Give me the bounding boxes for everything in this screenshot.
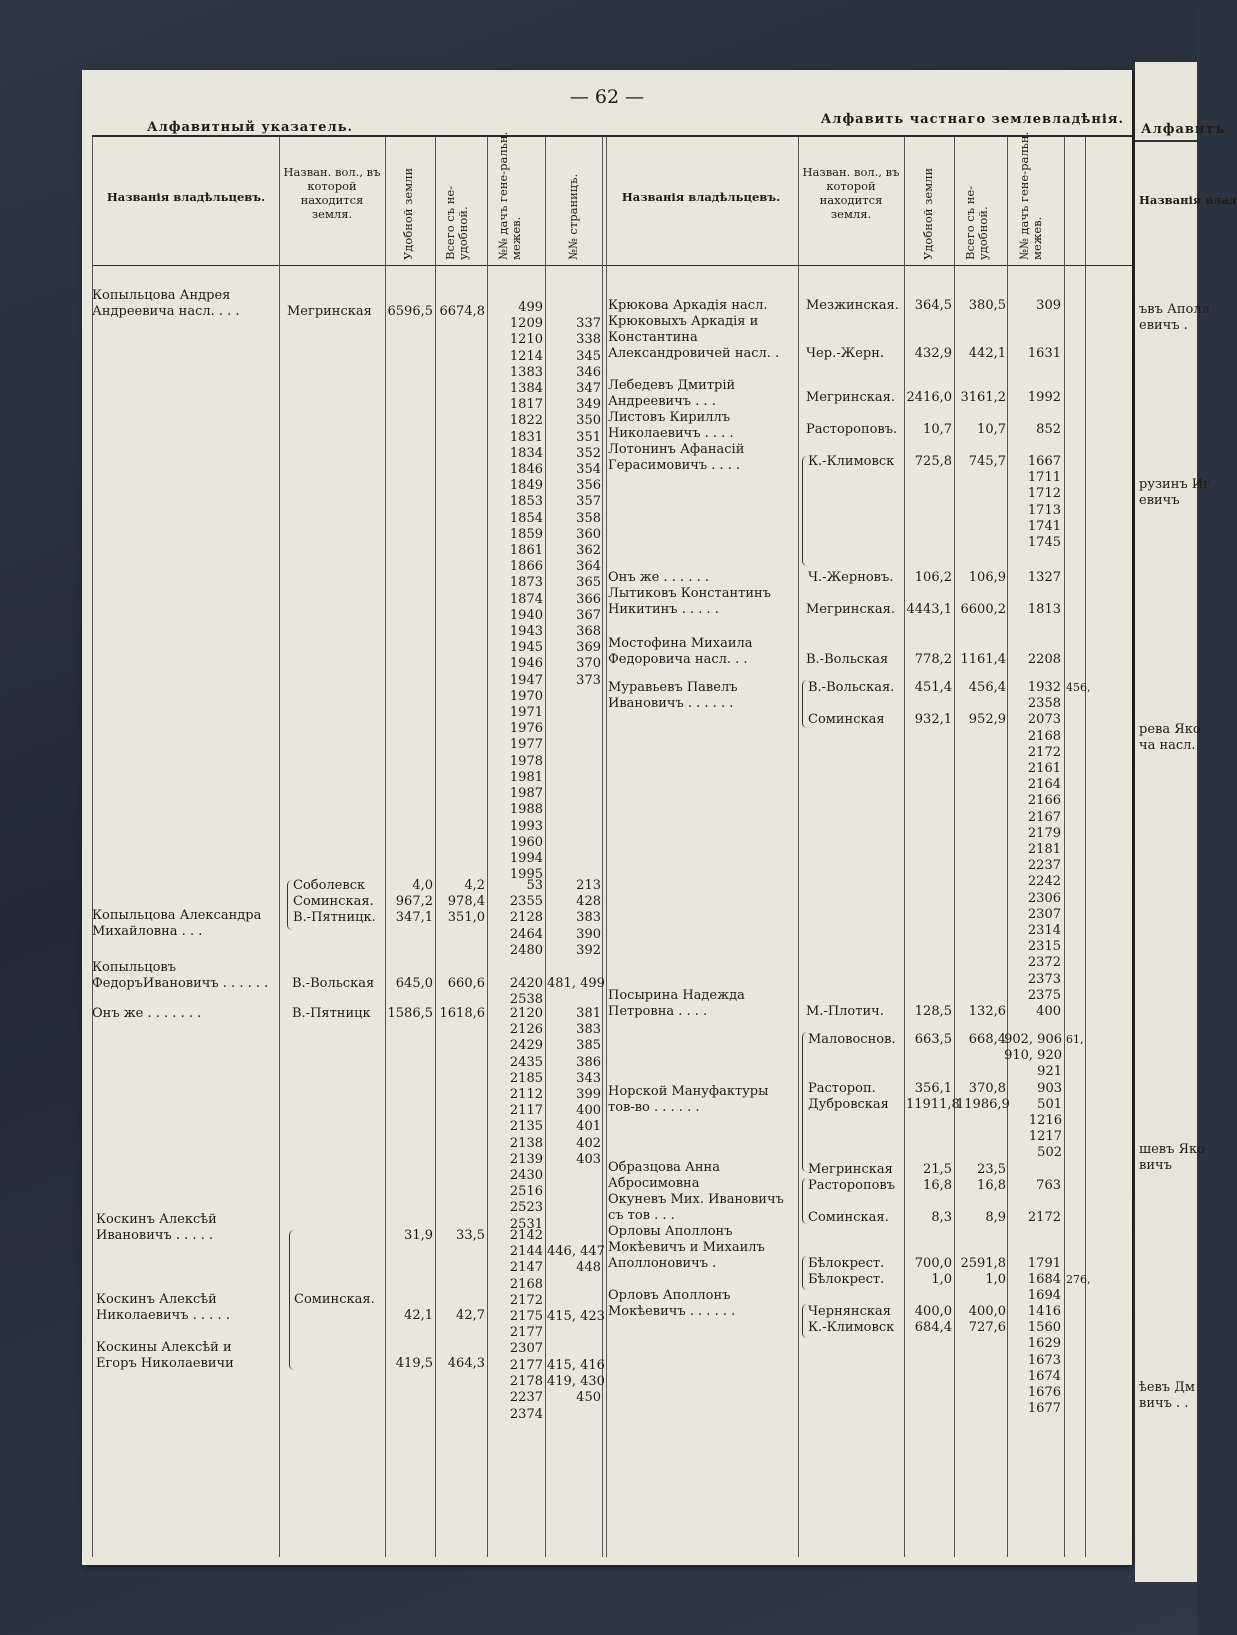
arable-value-right: 364,5 <box>914 298 952 313</box>
volost-value: В.-Пятницк <box>292 1006 371 1021</box>
total-value: 1618,6 <box>439 1006 485 1021</box>
total-value-right: 6600,2 <box>960 602 1006 617</box>
dachi-list-right: 1932 2358 2073 2168 2172 2161 2164 2166 2167 2179 2181 2237 2242 2306 2307 2314 2315 2372 2373 2375 <box>1027 680 1061 1003</box>
arable-value-right: 700,0 1,0 <box>914 1256 952 1288</box>
column-divider <box>1064 137 1065 1557</box>
total-value: 33,5 <box>456 1228 485 1243</box>
owner-entry: Копыльцовъ ФедоръИвановичъ . . . . . . <box>92 960 269 992</box>
brace <box>802 1304 807 1338</box>
arable-value-right: 2416,0 <box>906 390 952 405</box>
total-value-right: 10,7 <box>977 422 1006 437</box>
owner-entry-right: Онъ же . . . . . . <box>608 570 709 585</box>
owner-entry: Коскинъ Алексѣй Ивановичъ . . . . . <box>96 1212 217 1244</box>
col-header-total-right: Всего съ не-удобной. <box>963 185 990 260</box>
next-page-entry: шевъ Яко вичъ <box>1139 1142 1205 1173</box>
owner-entry-right: Орловы Аполлонъ Мокѣевичъ и Михаилъ Аполлоновичъ . <box>608 1224 765 1272</box>
arable-value-right: 663,5 356,1 11911,8 21,5 <box>906 1032 960 1177</box>
total-value-right: 16,8 <box>977 1178 1006 1193</box>
total-value: 4,2 978,4 351,0 <box>447 878 485 926</box>
volost-value-right: Бѣлокрест. Бѣлокрест. <box>808 1256 885 1288</box>
total-value-right: 106,9 <box>968 570 1006 585</box>
arable-value-right: 10,7 <box>923 422 952 437</box>
owner-entry: Копыльцова Александра Михайловна . . . <box>92 908 262 940</box>
owner-entry: Коскины Алексѣй и Егоръ Николаевичи <box>96 1340 234 1372</box>
dachi-list-right: 852 <box>1036 422 1061 437</box>
next-page-rule <box>1135 140 1197 142</box>
running-header-right: Алфавить частнаго землевладѣнія. <box>820 112 1124 127</box>
column-divider <box>435 137 436 1557</box>
col-header-arable-right: Удобной земли <box>921 167 935 260</box>
next-page-entry: ѣевъ Дм вичъ . . <box>1139 1380 1195 1411</box>
arable-value-right: 725,8 <box>914 454 952 469</box>
volost-value-right: Растороповъ. <box>806 422 898 437</box>
dachi-list: 53 2355 2128 2464 2480 <box>509 878 543 958</box>
total-value-right: 380,5 <box>968 298 1006 313</box>
volost-value-right: Мегринская. <box>806 390 895 405</box>
volost-value-right: Чернянская К.-Климовск <box>808 1304 895 1336</box>
pages-value-right: 276, <box>1066 1273 1091 1286</box>
total-value: 660,6 <box>447 976 485 991</box>
total-value: 42,7 <box>456 1308 485 1323</box>
dachi-list-right: 2172 <box>1027 1210 1061 1225</box>
column-divider <box>92 137 93 1557</box>
arable-value-right: 8,3 <box>931 1210 952 1225</box>
pages-list: 213 428 383 390 392 <box>576 878 601 958</box>
volost-value-right: М.-Плотич. <box>806 1004 884 1019</box>
owner-entry-right: Лотонинъ Афанасій Герасимовичъ . . . . <box>608 442 745 474</box>
volost-value-right: Чер.-Жерн. <box>806 346 885 361</box>
arable-value-right: 778,2 <box>914 652 952 667</box>
volost-value: Соминская. <box>294 1292 375 1307</box>
owner-entry-right: Образцова Анна Абросимовна <box>608 1160 720 1192</box>
next-page-entry: рева Яко ча насл. <box>1139 722 1201 753</box>
pages-list: 381 383 385 386 343 399 400 401 402 403 <box>576 1006 601 1167</box>
owner-entry-right: Орловъ Аполлонъ Мокѣевичъ . . . . . . <box>608 1288 736 1320</box>
owner-entry-right: Окуневъ Мих. Ивановичъ съ тов . . . <box>608 1192 784 1224</box>
arable-value-right: 400,0 684,4 <box>914 1304 952 1336</box>
pages-value-right: 61, <box>1066 1033 1084 1046</box>
arable-value-right: 4443,1 <box>906 602 952 617</box>
owner-entry-right: Мостофина Михаила Федоровича насл. . . <box>608 636 753 668</box>
owner-entry-right: Листовъ Кириллъ Николаевичъ . . . . <box>608 410 734 442</box>
total-value-right: 442,1 <box>968 346 1006 361</box>
owner-entry-right: Норской Мануфактуры тов-во . . . . . . <box>608 1084 769 1116</box>
owner-entry-right: Крюковыхъ Аркадія и Константина Александровичей насл. . <box>608 314 780 362</box>
column-divider <box>904 137 905 1557</box>
arable-value: 4,0 967,2 347,1 <box>395 878 433 926</box>
arable-value: 31,9 <box>404 1228 433 1243</box>
arable-value-right: 451,4 932,1 <box>914 680 952 728</box>
page-number: — 62 — <box>569 86 645 108</box>
dachi-list: 2120 2126 2429 2435 2185 2112 2117 2135 2138 2139 2430 2516 2523 2531 <box>509 1006 543 1232</box>
arable-value: 1586,5 <box>387 1006 433 1021</box>
dachi-list-right: 1667 1711 1712 1713 1741 1745 <box>1027 454 1061 551</box>
running-header-left: Алфавитный указатель. <box>147 120 354 135</box>
total-value-right: 132,6 <box>968 1004 1006 1019</box>
next-page-owner-col: Названія влад <box>1139 193 1237 207</box>
next-page-entry: рузинъ Иг евичъ <box>1139 477 1210 508</box>
total-value-right: 1161,4 <box>960 652 1006 667</box>
col-header-arable: Удобной земли <box>401 167 415 260</box>
arable-value-right: 432,9 <box>914 346 952 361</box>
volost-value-right: Мезжинская. <box>806 298 899 313</box>
column-divider <box>1007 137 1008 1557</box>
volost-value-right: В.-Вольская. Соминская <box>808 680 895 728</box>
dachi-list: 2142 2144 2147 2168 2172 2175 2177 2307 <box>509 1228 543 1357</box>
dachi-list-right: 400 <box>1036 1004 1061 1019</box>
volost-value-right: Ч.-Жерновъ. <box>808 570 894 585</box>
brace <box>802 1256 807 1290</box>
brace <box>802 1178 807 1224</box>
brace <box>802 456 807 566</box>
arable-value: 419,5 <box>395 1356 433 1371</box>
arable-value: 645,0 <box>395 976 433 991</box>
column-divider <box>385 137 386 1557</box>
volost-value-right: Соминская. <box>808 1210 889 1225</box>
volost-value: Соболевск Соминская. В.-Пятницк. <box>293 878 376 926</box>
dachi-list-right: 1631 <box>1027 346 1061 361</box>
column-divider <box>545 137 546 1557</box>
volost-value: В.-Вольская <box>292 976 375 991</box>
dachi-list-right: 2208 <box>1027 652 1061 667</box>
col-header-owner: Названія владѣльцевъ. <box>106 190 266 204</box>
brace <box>802 1032 807 1172</box>
column-divider <box>954 137 955 1557</box>
dachi-list-right: 902, 906 910, 920 921 903 501 1216 1217 502 <box>1004 1032 1062 1161</box>
column-divider <box>279 137 280 1557</box>
total-value-right: 456,4 952,9 <box>968 680 1006 728</box>
pages-list: 337 338 345 346 347 349 350 351 352 354 356 357 358 360 362 364 365 366 367 368 369 370 373 <box>576 316 601 688</box>
owner-entry-right: Крюкова Аркадія насл. <box>608 298 768 313</box>
col-header-volost-right: Назван. вол., въ которой находится земля. <box>802 165 900 221</box>
volost-value-right: Растороповъ <box>808 1178 896 1193</box>
arable-value: 6596,5 <box>387 304 433 319</box>
next-page-header: Алфавитъ <box>1141 122 1226 137</box>
arable-value-right: 106,2 <box>914 570 952 585</box>
column-divider <box>798 137 799 1557</box>
owner-entry-right: Лебедевъ Дмитрій Андреевичъ . . . <box>608 378 736 410</box>
pages-list: 446, 447 448 415, 423 <box>547 1244 605 1325</box>
dachi-list-right: 1327 <box>1027 570 1061 585</box>
col-header-volost: Назван. вол., въ которой находится земля. <box>283 165 381 221</box>
dachi-list-right: 763 <box>1036 1178 1061 1193</box>
next-page-edge <box>1135 62 1237 1582</box>
total-value-right: 8,9 <box>985 1210 1006 1225</box>
owner-entry-right: Лытиковъ Константинъ Никитинъ . . . . . <box>608 586 771 618</box>
column-divider <box>487 137 488 1557</box>
total-value: 6674,8 <box>439 304 485 319</box>
volost-value-right: В.-Вольская <box>806 652 889 667</box>
col-header-dachi: №№ дачъ гене-ральн. межев. <box>496 131 523 260</box>
total-value-right: 2591,8 1,0 <box>960 1256 1006 1288</box>
pages-list: 415, 416 419, 430 450 <box>547 1358 605 1406</box>
dachi-list-right: 1416 1560 1629 1673 1674 1676 1677 <box>1027 1304 1061 1417</box>
brace <box>287 880 292 930</box>
arable-value-right: 128,5 <box>914 1004 952 1019</box>
volost-value-right: Маловоснов. Растороп. Дубровская Мегринская <box>808 1032 896 1177</box>
col-header-total: Всего съ не-удобной. <box>443 185 470 260</box>
owner-entry: Копыльцова Андрея Андреевича насл. . . . <box>92 288 240 320</box>
col-header-owner-right: Названія владѣльцевъ. <box>621 190 781 204</box>
book-page <box>82 70 1132 1565</box>
total-value-right: 668,4 370,8 11986,9 23,5 <box>956 1032 1010 1177</box>
total-value-right: 745,7 <box>968 454 1006 469</box>
center-double-divider <box>602 137 607 1557</box>
brace <box>802 680 807 728</box>
dachi-list-right: 309 <box>1036 298 1061 313</box>
dachi-list-right: 1813 <box>1027 602 1061 617</box>
pages-list: 481, 499 <box>547 976 605 991</box>
owner-entry: Онъ же . . . . . . . <box>92 1006 202 1021</box>
next-page-entry: ъвъ Аполл евичъ . <box>1139 302 1210 333</box>
arable-value: 42,1 <box>404 1308 433 1323</box>
dachi-list: 2177 2178 2237 2374 <box>509 1358 543 1422</box>
volost-value: Мегринская <box>287 304 372 319</box>
total-value-right: 400,0 727,6 <box>968 1304 1006 1336</box>
column-divider <box>1085 137 1086 1557</box>
header-rule <box>92 135 1132 137</box>
pages-value-right: 456, <box>1066 681 1091 694</box>
volost-value-right: К.-Климовск <box>808 454 895 469</box>
dachi-list-right: 1992 <box>1027 390 1061 405</box>
total-value-right: 3161,2 <box>960 390 1006 405</box>
col-header-dachi-right: №№ дачъ гене-ральн. межев. <box>1017 131 1044 260</box>
owner-entry: Коскинъ Алексѣй Николаевичъ . . . . . <box>96 1292 230 1324</box>
arable-value-right: 16,8 <box>923 1178 952 1193</box>
dachi-list-right: 1791 1684 1694 <box>1027 1256 1061 1304</box>
volost-value-right: Мегринская. <box>806 602 895 617</box>
col-header-pages: №№ страницъ. <box>566 173 580 260</box>
column-header-rule <box>92 265 1132 266</box>
owner-entry-right: Посырина Надежда Петровна . . . . <box>608 988 745 1020</box>
total-value: 464,3 <box>447 1356 485 1371</box>
dachi-list: 499 1209 1210 1214 1383 1384 1817 1822 1831 1834 1846 1849 1853 1854 1859 1861 1866 1873 1874 1940 1943 1945 1946 1947 1970 1971 1976 1977 1978 1981 1987 1988 1993 1960 1994 1995 <box>509 300 543 883</box>
owner-entry-right: Муравьевъ Павелъ Ивановичъ . . . . . . <box>608 680 738 712</box>
dachi-list: 2420 2538 <box>509 976 543 1008</box>
